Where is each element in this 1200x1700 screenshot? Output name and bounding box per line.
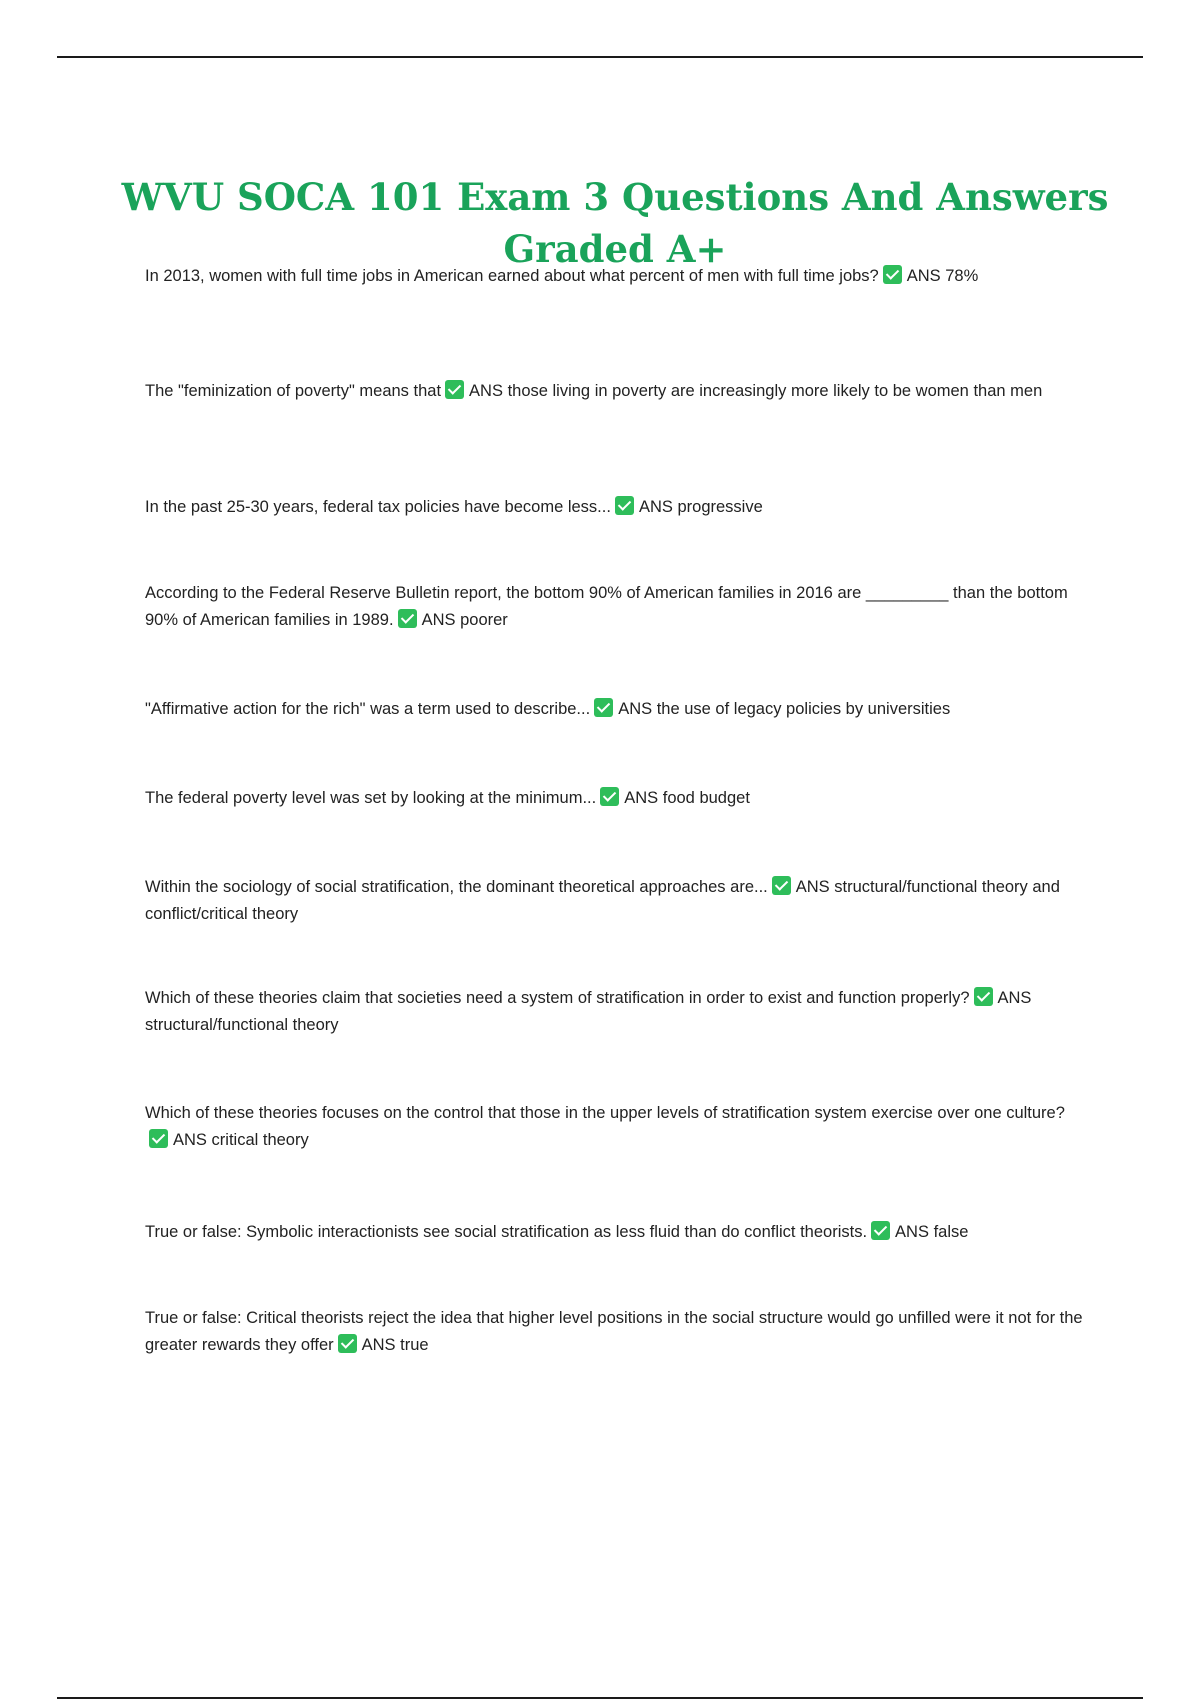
qa-item-6 [145, 785, 1085, 812]
check-icon [615, 496, 634, 515]
qa-item-11 [145, 1305, 1085, 1359]
answer-prefix: ANS [795, 878, 830, 896]
answer-text: true [400, 1336, 429, 1354]
qa-item-4 [145, 580, 1085, 634]
qa-item-5 [145, 696, 1085, 723]
check-icon [600, 787, 619, 806]
question-text: According to the Federal Reserve Bulletin report, the bottom 90% of American families in 2016 are _________ than the bottom 90% of American families in 1989. [145, 584, 1068, 629]
answer-prefix: ANS [997, 989, 1032, 1007]
answer-prefix: ANS [173, 1131, 207, 1149]
check-icon [594, 698, 613, 717]
answer-text: progressive [677, 498, 763, 516]
answer-prefix: ANS [618, 700, 653, 718]
question-text: Which of these theories focuses on the control that those in the upper levels of stratification system exercise over one culture? [145, 1104, 1065, 1122]
check-icon [445, 380, 464, 399]
check-icon [883, 265, 902, 284]
answer-prefix: ANS [361, 1336, 396, 1354]
question-text: Which of these theories claim that societies need a system of stratification in order to exist and function properly? [145, 989, 970, 1007]
answer-prefix: ANS [638, 498, 673, 516]
page-top-rule [57, 56, 1143, 58]
check-icon [398, 609, 417, 628]
document-title: WVU SOCA 101 Exam 3 Questions And Answers Graded A+ [121, 174, 1109, 271]
qa-item-9 [145, 1100, 1085, 1154]
question-text: In the past 25-30 years, federal tax policies have become less... [145, 498, 611, 516]
qa-item-8 [145, 985, 1085, 1039]
check-icon [871, 1221, 890, 1240]
answer-prefix: ANS [469, 382, 503, 400]
answer-text: the use of legacy policies by universities [656, 700, 951, 718]
answer-prefix: ANS [895, 1223, 929, 1241]
question-text: In 2013, women with full time jobs in American earned about what percent of men with full time jobs? [145, 267, 879, 285]
question-text: The federal poverty level was set by looking at the minimum... [145, 789, 597, 807]
answer-prefix: ANS [624, 789, 659, 807]
question-text: Within the sociology of social stratification, the dominant theoretical approaches are... [145, 878, 768, 896]
check-icon [974, 987, 993, 1006]
page-bottom-rule [57, 1697, 1143, 1699]
qa-item-2 [145, 378, 1085, 405]
question-text: True or false: Critical theorists reject the idea that higher level positions in the social structure would go unfilled were it not for the greater rewards they offer [145, 1309, 1083, 1354]
answer-text: poorer [460, 611, 508, 629]
question-text: "Affirmative action for the rich" was a term used to describe... [145, 700, 591, 718]
answer-prefix: ANS [421, 611, 456, 629]
answer-prefix: ANS [906, 267, 941, 285]
answer-text: 78% [945, 267, 979, 285]
answer-text: structural/functional theory and conflict/critical theory [145, 878, 1060, 923]
question-text: The "feminization of poverty" means that [145, 382, 442, 400]
qa-item-3 [145, 494, 1085, 521]
answer-text: food budget [662, 789, 750, 807]
check-icon [338, 1334, 357, 1353]
check-icon [772, 876, 791, 895]
question-text: True or false: Symbolic interactionists see social stratification as less fluid than do conflict theorists. [145, 1223, 868, 1241]
qa-item-10 [145, 1219, 1085, 1246]
qa-item-1 [145, 263, 1085, 290]
answer-text: those living in poverty are increasingly more likely to be women than men [507, 382, 1043, 400]
qa-item-7 [145, 874, 1085, 928]
answer-text: structural/functional theory [145, 1016, 339, 1034]
answer-text: critical theory [211, 1131, 309, 1149]
answer-text: false [933, 1223, 969, 1241]
check-icon [149, 1129, 168, 1148]
